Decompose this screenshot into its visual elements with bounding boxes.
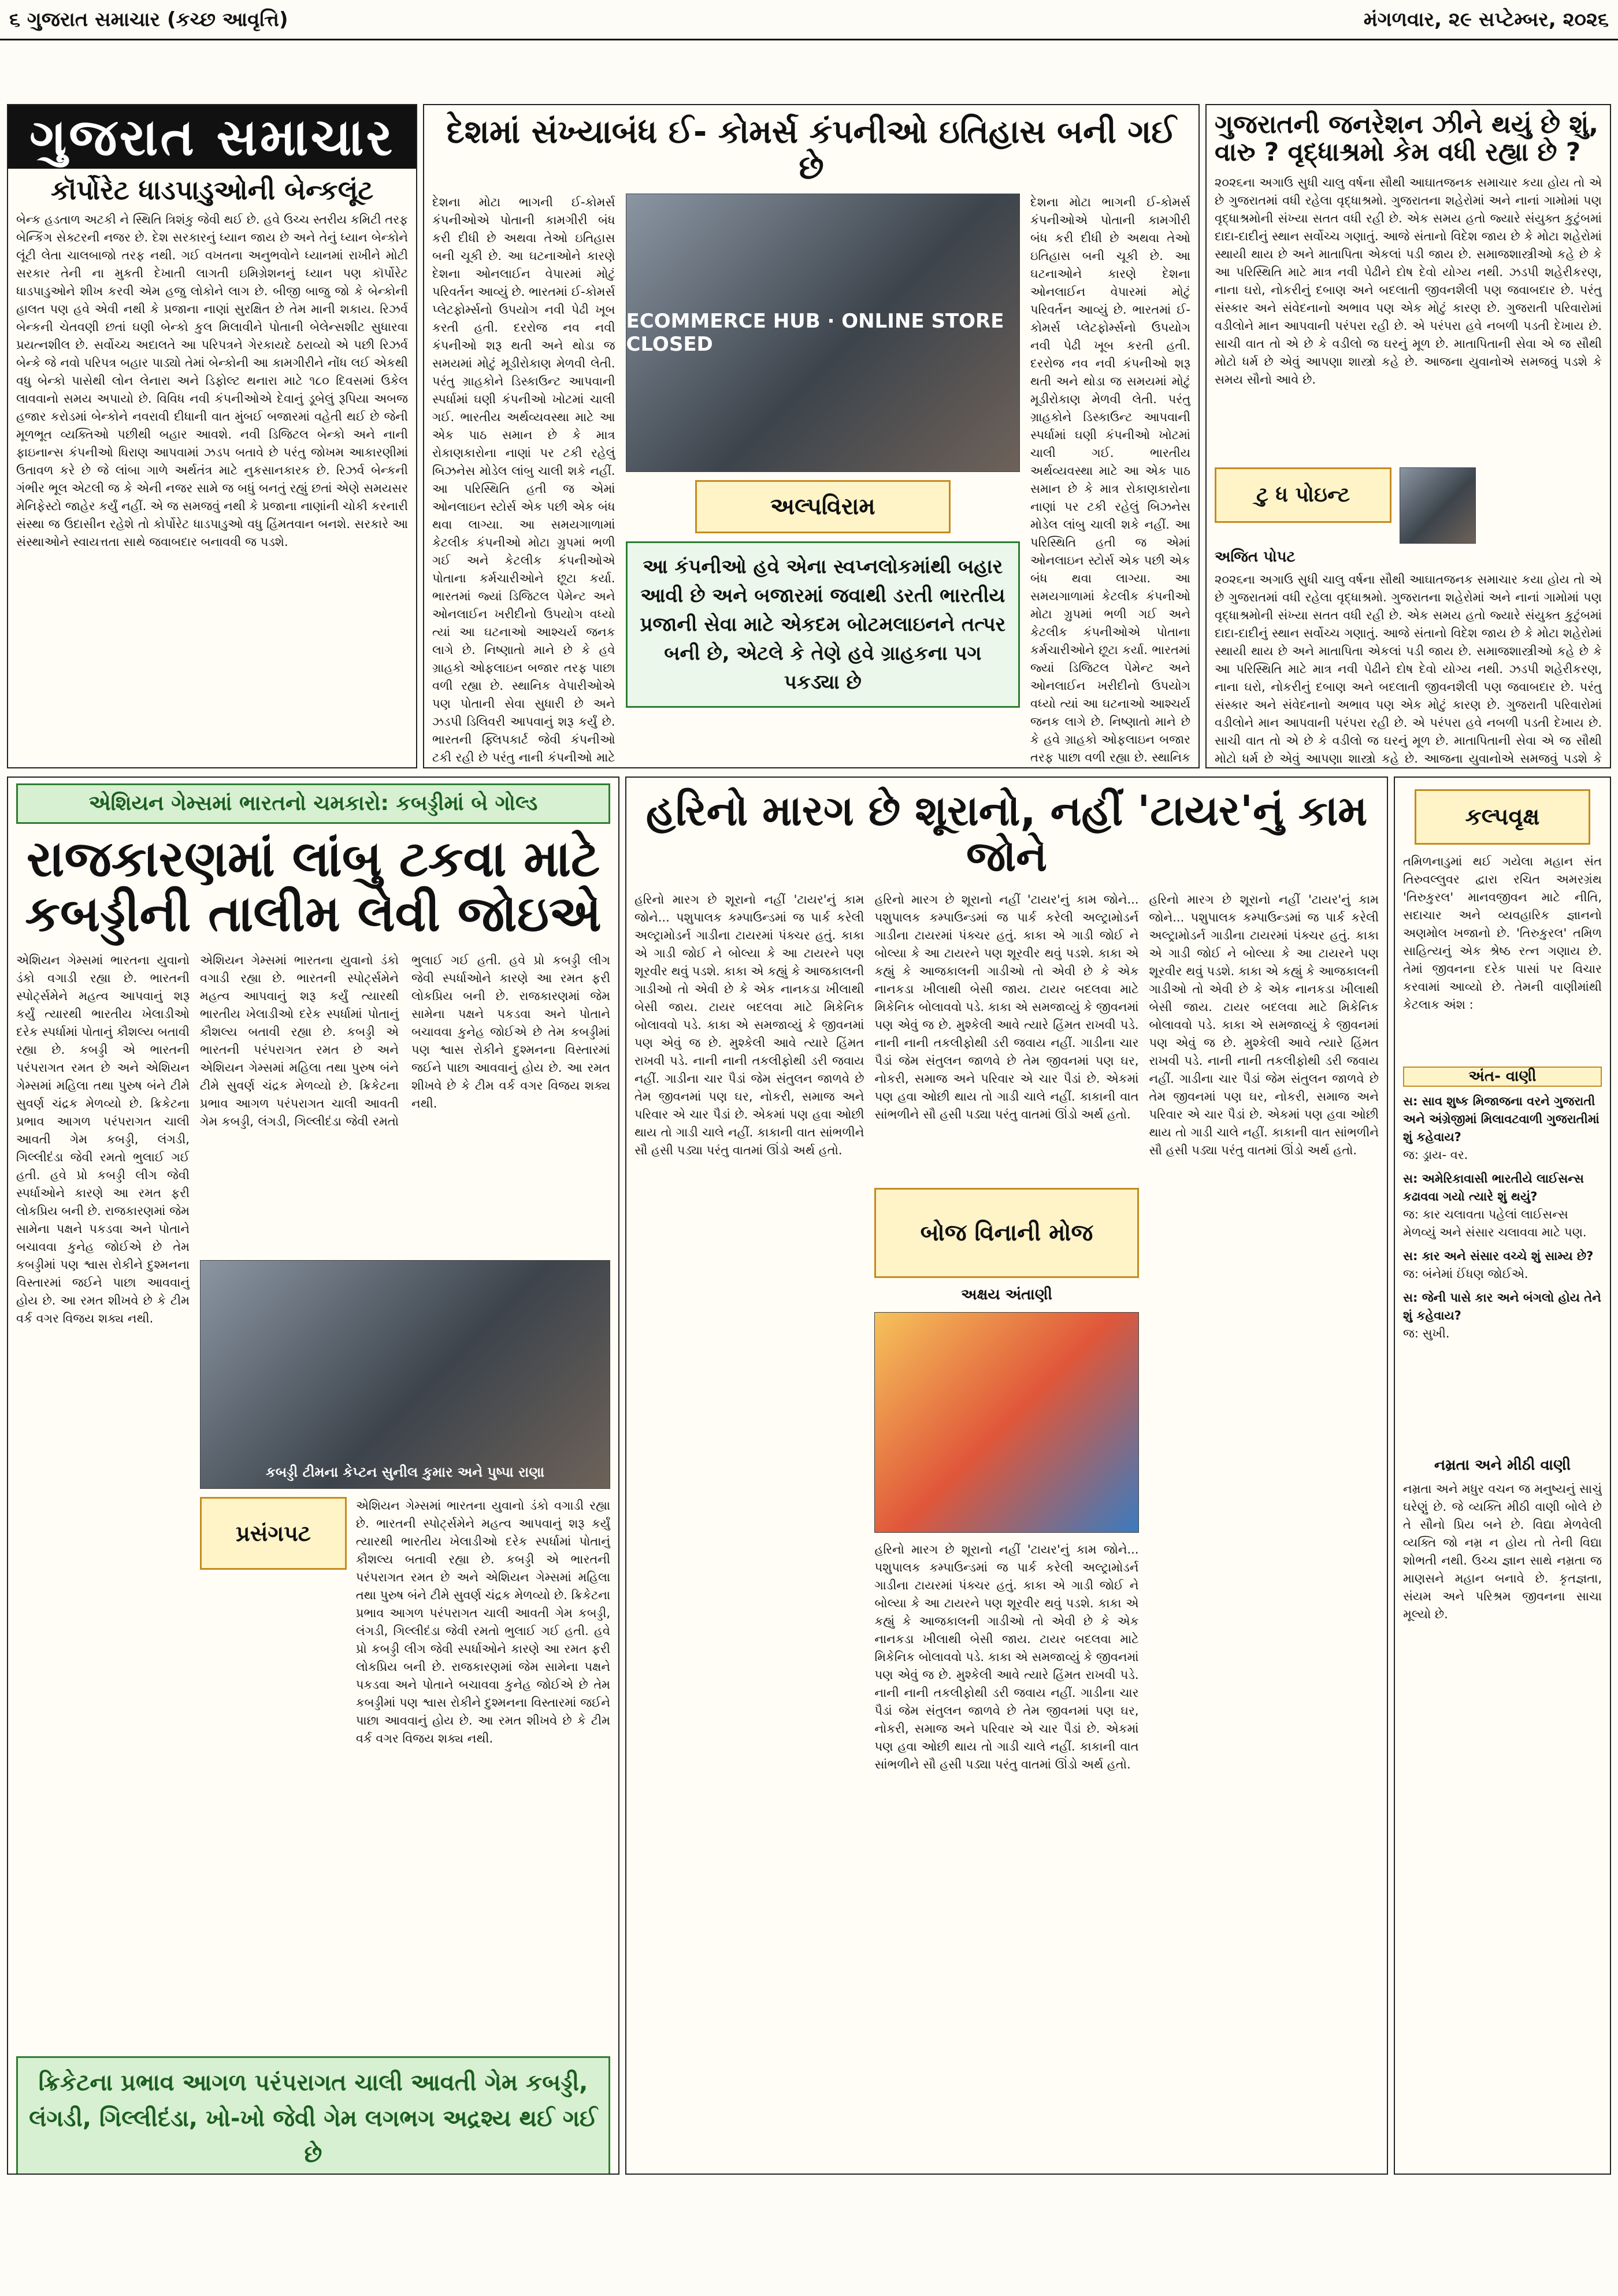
article-kalpvruksh-quote-title: નમ્રતા અને મીઠી વાણી [1434, 1457, 1571, 1474]
article-kabaddi [7, 777, 619, 2175]
article-kabaddi-strip: ક્રિકેટના પ્રભાવ આગળ પરંપરાગત ચાલી આવતી ગેમ કબડ્ડી, લંગડી, ગિલ્લીદંડા, ખો-ખો જેવી ગેમ લગભગ અદ્રશ્ય થઈ ગઈ છે [16, 2056, 610, 2175]
column-label-to-the-point: ટુ ધ પોઇન્ટ [1215, 467, 1391, 523]
article-ecommerce [423, 104, 1200, 768]
article-tyre-body-col2-top: હરિનો મારગ છે શૂરાનો નહીં 'ટાયર'નું કામ જોને... પશુપાલક કમ્પાઉન્ડમાં જ પાર્ક કરેલી અલ્ટ્રામોડર્ન ગાડીના ટાયરમાં પંક્ચર હતું. કાકા એ ગાડી જોઈ ને બોલ્યા કે આ ટાયરને પણ શૂરવીર થવું પડશે. કાકા એ કહ્યું કે આજકાલની ગાડીઓ તો એવી છે કે એક નાનકડા ખીલાથી બેસી જાય. ટાયર બદલવા માટે મિકેનિક બોલાવવો પડે. કાકા એ સમજાવ્યું કે જીવનમાં પણ એવું જ છે. મુશ્કેલી આવે ત્યારે હિંમત રાખવી પડે. નાની નાની તકલીફોથી ડરી જવાય નહીં. ગાડીના ચાર પૈડાં જેમ સંતુલન જાળવે છે તેમ જીવનમાં પણ ઘર, નોકરી, સમાજ અને પરિવાર એ ચાર પૈડાં છે. એકમાં પણ હવા ઓછી થાય તો ગાડી ચાલે નહીં. કાકાની વાત સાંભળીને સૌ હસી પડ્યા પરંતુ વાતમાં ઊંડો અર્થ હતો. [874, 893, 1139, 1122]
article-tyre-body-col2-bottom: હરિનો મારગ છે શૂરાનો નહીં 'ટાયર'નું કામ જોને... પશુપાલક કમ્પાઉન્ડમાં જ પાર્ક કરેલી અલ્ટ્રામોડર્ન ગાડીના ટાયરમાં પંક્ચર હતું. કાકા એ ગાડી જોઈ ને બોલ્યા કે આ ટાયરને પણ શૂરવીર થવું પડશે. કાકા એ કહ્યું કે આજકાલની ગાડીઓ તો એવી છે કે એક નાનકડા ખીલાથી બેસી જાય. ટાયર બદલવા માટે મિકેનિક બોલાવવો પડે. કાકા એ સમજાવ્યું કે જીવનમાં પણ એવું જ છે. મુશ્કેલી આવે ત્યારે હિંમત રાખવી પડે. નાની નાની તકલીફોથી ડરી જવાય નહીં. ગાડીના ચાર પૈડાં જેમ સંતુલન જાળવે છે તેમ જીવનમાં પણ ઘર, નોકરી, સમાજ અને પરિવાર એ ચાર પૈડાં છે. એકમાં પણ હવા ઓછી થાય તો ગાડી ચાલે નહીં. કાકાની વાત સાંભળીને સૌ હસી પડ્યા પરંતુ વાતમાં ઊંડો અર્થ હતો. [874, 1543, 1139, 1772]
qa-question: સ: જેની પાસે કાર અને બંગલો હોય તેને શું કહેવાય? [1403, 1291, 1601, 1322]
flat-tire-illustration [874, 1312, 1138, 1533]
article-tyre-body-col1: હરિનો મારગ છે શૂરાનો નહીં 'ટાયર'નું કામ જોને... પશુપાલક કમ્પાઉન્ડમાં જ પાર્ક કરેલી અલ્ટ્રામોડર્ન ગાડીના ટાયરમાં પંક્ચર હતું. કાકા એ ગાડી જોઈ ને બોલ્યા કે આ ટાયરને પણ શૂરવીર થવું પડશે. કાકા એ કહ્યું કે આજકાલની ગાડીઓ તો એવી છે કે એક નાનકડા ખીલાથી બેસી જાય. ટાયર બદલવા માટે મિકેનિક બોલાવવો પડે. કાકા એ સમજાવ્યું કે જીવનમાં પણ એવું જ છે. મુશ્કેલી આવે ત્યારે હિંમત રાખવી પડે. નાની નાની તકલીફોથી ડરી જવાય નહીં. ગાડીના ચાર પૈડાં જેમ સંતુલન જાળવે છે તેમ જીવનમાં પણ ઘર, નોકરી, સમાજ અને પરિવાર એ ચાર પૈડાં છે. એકમાં પણ હવા ઓછી થાય તો ગાડી ચાલે નહીં. કાકાની વાત સાંભળીને સૌ હસી પડ્યા પરંતુ વાતમાં ઊંડો અર્થ હતો. [634, 893, 864, 1158]
article-tyre [625, 777, 1388, 2175]
article-kabaddi-title: રાજકારણમાં લાંબુ ટકવા માટે કબડ્ડીની તાલીમ લેવી જોઇએ [25, 830, 602, 943]
article-tyre-body-col3: હરિનો મારગ છે શૂરાનો નહીં 'ટાયર'નું કામ જોને... પશુપાલક કમ્પાઉન્ડમાં જ પાર્ક કરેલી અલ્ટ્રામોડર્ન ગાડીના ટાયરમાં પંક્ચર હતું. કાકા એ ગાડી જોઈ ને બોલ્યા કે આ ટાયરને પણ શૂરવીર થવું પડશે. કાકા એ કહ્યું કે આજકાલની ગાડીઓ તો એવી છે કે એક નાનકડા ખીલાથી બેસી જાય. ટાયર બદલવા માટે મિકેનિક બોલાવવો પડે. કાકા એ સમજાવ્યું કે જીવનમાં પણ એવું જ છે. મુશ્કેલી આવે ત્યારે હિંમત રાખવી પડે. નાની નાની તકલીફોથી ડરી જવાય નહીં. ગાડીના ચાર પૈડાં જેમ સંતુલન જાળવે છે તેમ જીવનમાં પણ ઘર, નોકરી, સમાજ અને પરિવાર એ ચાર પૈડાં છે. એકમાં પણ હવા ઓછી થાય તો ગાડી ચાલે નહીં. કાકાની વાત સાંભળીને સૌ હસી પડ્યા પરંતુ વાતમાં ઊંડો અર્થ હતો. [1149, 893, 1379, 1158]
article-gen-z [1205, 104, 1611, 768]
column-label-alpviram: અલ્પવિરામ [695, 480, 951, 533]
page-header-date: મંગળવાર, ૨૯ સપ્ટેમ્બર, ૨૦૨૬ [1363, 8, 1609, 31]
author-portrait [1400, 467, 1476, 544]
article-kabaddi-body-top: એશિયન ગેમ્સમાં ભારતના યુવાનો ડંકો વગાડી રહ્યા છે. ભારતની સ્પોર્ટ્સમેને મહત્વ આપવાનું શરૂ કર્યું ત્યારથી ભારતીય ખેલાડીઓ દરેક સ્પર્ધામાં પોતાનું કૌશલ્ય બતાવી રહ્યા છે. કબડ્ડી એ ભારતની પરંપરાગત રમત છે અને એશિયન ગેમ્સમાં મહિલા તથા પુરુષ બંને ટીમે સુવર્ણ ચંદ્રક મેળવ્યો છે. ક્રિકેટના પ્રભાવ આગળ પરંપરાગત ચાલી આવતી ગેમ કબડ્ડી, લંગડી, ગિલ્લીદંડા જેવી રમતો ભુલાઈ ગઈ હતી. હવે પ્રો કબડ્ડી લીગ જેવી સ્પર્ધાઓને કારણે આ રમત ફરી લોકપ્રિય બની છે. રાજકારણમાં જેમ સામેના પક્ષને પકડવા અને પોતાને બચાવવા કુનેહ જોઈએ છે તેમ કબડ્ડીમાં પણ શ્વાસ રોકીને દુશ્મનના વિસ્તારમાં જઈને પાછા આવવાનું હોય છે. આ રમત શીખવે છે કે ટીમ વર્ક વગર વિજય શક્ય નથી. [200, 953, 610, 1129]
article-ecommerce-body-col1: દેશના મોટા ભાગની ઈ-કોમર્સ કંપનીઓએ પોતાની કામગીરી બંધ કરી દીધી છે અથવા તેઓ ઇતિહાસ બની ચૂકી છે. આ ઘટનાઓને કારણે દેશના ઓનલાઈન વેપારમાં મોટું પરિવર્તન આવ્યું છે. ભારતમાં ઈ-કોમર્સ પ્લેટફોર્મ્સનો ઉપયોગ નવી પેઢી ખૂબ કરતી હતી. દરરોજ નવ નવી કંપનીઓ શરૂ થતી અને થોડા જ સમયમાં મોટું મૂડીરોકાણ મેળવી લેતી. પરંતુ ગ્રાહકોને ડિસ્કાઉન્ટ આપવાની સ્પર્ધામાં ઘણી કંપનીઓ ખોટમાં ચાલી ગઈ. ભારતીય અર્થવ્યવસ્થા માટે આ એક પાઠ સમાન છે કે માત્ર રોકાણકારોના નાણાં પર ટકી રહેલું બિઝનેસ મોડેલ લાંબુ ચાલી શકે નહીં. આ પરિસ્થિતિ હતી જ એમાં ઓનલાઇન સ્ટોર્સ એક પછી એક બંધ થવા લાગ્યા. આ સમયગાળામાં કેટલીક કંપનીઓ મોટા ગ્રુપમાં ભળી ગઈ અને કેટલીક કંપનીઓએ પોતાના કર્મચારીઓને છૂટા કર્યા. ભારતમાં જ્યાં ડિજિટલ પેમેન્ટ અને ઓનલાઈન ખરીદીનો ઉપયોગ વધ્યો ત્યાં આ ઘટનાઓ આશ્ચર્ય જનક લાગે છે. નિષ્ણાતો માને છે કે હવે ગ્રાહકો ઓફલાઇન બજાર તરફ પાછા વળી રહ્યા છે. સ્થાનિક વેપારીઓએ પણ પોતાની સેવા સુધારી છે અને ઝડપી ડિલિવરી આપવાનું શરૂ કર્યું છે. ભારતની ફ્લિપકાર્ટ જેવી કંપનીઓ ટકી રહી છે પરંતુ નાની કંપનીઓ માટે [432, 195, 615, 765]
article-kabaddi-kicker: એશિયન ગેમ્સમાં ભારતનો ચમકારો: કબડ્ડીમાં બે ગોલ્ડ [16, 783, 610, 824]
page-header-left: ૬ ગુજરાત સમાચાર (કચ્છ આવૃત્તિ) [9, 8, 288, 31]
article-ecommerce-title: દેશમાં સંખ્યાબંધ ઈ- કોમર્સ કંપનીઓ ઇતિહાસ બની ગઈ છે [446, 113, 1177, 187]
ecommerce-photo-caption: ECOMMERCE HUB · ONLINE STORE CLOSED [626, 310, 1004, 356]
column-label-boj-vinani-moj: બોજ વિનાની મોજ [874, 1188, 1138, 1278]
kabaddi-photo-caption: કબડ્ડી ટીમના કેપ્ટન સુનીલ કુમાર અને પુષ્પા રાણા [265, 1464, 545, 1481]
qa-answer: જ: ડ્રાય- વર. [1403, 1148, 1468, 1162]
article-kalpvruksh-quote-body: નમ્રતા અને મધુર વચન જ મનુષ્યનું સાચું ઘરેણું છે. જે વ્યક્તિ મીઠી વાણી બોલે છે તે સૌનો પ્રિય બને છે. વિદ્યા મેળવેલી વ્યક્તિ જો નમ્ર ન હોય તો તેની વિદ્યા શોભતી નથી. ઉચ્ચ જ્ઞાન સાથે નમ્રતા જ માણસને મહાન બનાવે છે. કૃતજ્ઞતા, સંયમ અને પરિશ્રમ જીવનના સાચા મૂલ્યો છે. [1403, 1482, 1602, 1621]
article-kalpvruksh-section: અંત- વાણી [1403, 1067, 1602, 1087]
qa-question: સ: કાર અને સંસાર વચ્ચે શું સામ્ય છે? [1403, 1249, 1594, 1263]
qa-question: સ: અમેરિકાવાસી ભારતીયે લાઈસન્સ કઢાવવા ગયો ત્યારે શું થયું? [1403, 1172, 1584, 1203]
article-gen-z-title: ગુજરાતની જનરેશન ઝીને થયું છે શું, વારુ ? વૃદ્ધાશ્રમો કેમ વધી રહ્યા છે ? [1215, 110, 1599, 168]
article-tyre-author: અક્ષય અંતાણી [961, 1286, 1052, 1304]
qa-answer: જ: બંનેમાં ઈંધણ જોઈએ. [1403, 1267, 1528, 1281]
qa-answer: જ: કાર ચલાવતા પહેલાં લાઈસન્સ મેળવ્યું અને સંસાર ચલાવવા માટે પણ. [1403, 1208, 1587, 1239]
article-kalpvruksh [1394, 777, 1611, 2175]
article-kabaddi-body-bottom: એશિયન ગેમ્સમાં ભારતના યુવાનો ડંકો વગાડી રહ્યા છે. ભારતની સ્પોર્ટ્સમેને મહત્વ આપવાનું શરૂ કર્યું ત્યારથી ભારતીય ખેલાડીઓ દરેક સ્પર્ધામાં પોતાનું કૌશલ્ય બતાવી રહ્યા છે. કબડ્ડી એ ભારતની પરંપરાગત રમત છે અને એશિયન ગેમ્સમાં મહિલા તથા પુરુષ બંને ટીમે સુવર્ણ ચંદ્રક મેળવ્યો છે. ક્રિકેટના પ્રભાવ આગળ પરંપરાગત ચાલી આવતી ગેમ કબડ્ડી, લંગડી, ગિલ્લીદંડા જેવી રમતો ભુલાઈ ગઈ હતી. હવે પ્રો કબડ્ડી લીગ જેવી સ્પર્ધાઓને કારણે આ રમત ફરી લોકપ્રિય બની છે. રાજકારણમાં જેમ સામેના પક્ષને પકડવા અને પોતાને બચાવવા કુનેહ જોઈએ છે તેમ કબડ્ડીમાં પણ શ્વાસ રોકીને દુશ્મનના વિસ્તારમાં જઈને પાછા આવવાનું હોય છે. આ રમત શીખવે છે કે ટીમ વર્ક વગર વિજય શક્ય નથી. [355, 1499, 610, 1746]
article-bank-loot [7, 104, 417, 768]
article-kabaddi-body-col1: એશિયન ગેમ્સમાં ભારતના યુવાનો ડંકો વગાડી રહ્યા છે. ભારતની સ્પોર્ટ્સમેને મહત્વ આપવાનું શરૂ કર્યું ત્યારથી ભારતીય ખેલાડીઓ દરેક સ્પર્ધામાં પોતાનું કૌશલ્ય બતાવી રહ્યા છે. કબડ્ડી એ ભારતની પરંપરાગત રમત છે અને એશિયન ગેમ્સમાં મહિલા તથા પુરુષ બંને ટીમે સુવર્ણ ચંદ્રક મેળવ્યો છે. ક્રિકેટના પ્રભાવ આગળ પરંપરાગત ચાલી આવતી ગેમ કબડ્ડી, લંગડી, ગિલ્લીદંડા જેવી રમતો ભુલાઈ ગઈ હતી. હવે પ્રો કબડ્ડી લીગ જેવી સ્પર્ધાઓને કારણે આ રમત ફરી લોકપ્રિય બની છે. રાજકારણમાં જેમ સામેના પક્ષને પકડવા અને પોતાને બચાવવા કુનેહ જોઈએ છે તેમ કબડ્ડીમાં પણ શ્વાસ રોકીને દુશ્મનના વિસ્તારમાં જઈને પાછા આવવાનું હોય છે. આ રમત શીખવે છે કે ટીમ વર્ક વગર વિજય શક્ય નથી. [16, 953, 190, 1326]
article-kalpvruksh-intro: તમિળનાડુમાં થઈ ગયેલા મહાન સંત તિરુવલ્લુવર દ્વારા રચિત અમરગ્રંથ 'તિરુકુરલ' માનવજીવન માટે નીતિ, સદાચાર અને વ્યવહારિક જ્ઞાનનો અણમોલ ખજાનો છે. 'તિરુકુરલ' તમિળ સાહિત્યનું એક શ્રેષ્ઠ રત્ન ગણાય છે. તેમાં જીવનના દરેક પાસાં પર વિચાર કરવામાં આવ્યો છે. તેમની વાણીમાંથી કેટલાક અંશ : [1403, 855, 1602, 1012]
article-kalpvruksh-qa [1403, 1093, 1602, 1451]
article-bank-loot-title: કૉર્પોરેટ ધાડપાડુઓની બેન્કલૂંટ [50, 174, 374, 206]
masthead: ગુજરાત સમાચાર [8, 105, 416, 169]
column-label-prasangpat: પ્રસંગપટ [200, 1497, 347, 1570]
article-tyre-title: હરિનો મારગ છે શૂરાનો, નહીં 'ટાયર'નું કામ જોને [645, 786, 1368, 881]
page-header [0, 0, 1618, 40]
article-gen-z-body-bottom: ૨૦૨૬ના અગાઉ સુધી ચાલુ વર્ષના સૌથી આઘાતજનક સમાચાર કયા હોય તો એ છે ગુજરાતમાં વધી રહેલા વૃદ્ધાશ્રમો. ગુજરાતના શહેરોમાં અને નાનાં ગામોમાં પણ વૃદ્ધાશ્રમોની સંખ્યા સતત વધી રહી છે. એક સમય હતો જ્યારે સંયુક્ત કુટુંબમાં દાદા-દાદીનું સ્થાન સર્વોચ્ચ ગણાતું. આજે સંતાનો વિદેશ જાય છે કે મોટા શહેરોમાં સ્થાયી થાય છે અને માતાપિતા એકલાં પડી જાય છે. સમાજશાસ્ત્રીઓ કહે છે કે આ પરિસ્થિતિ માટે માત્ર નવી પેઢીને દોષ દેવો યોગ્ય નથી. ઝડપી શહેરીકરણ, નાના ઘરો, નોકરીનું દબાણ અને બદલાતી જીવનશૈલી પણ જવાબદાર છે. પરંતુ સંસ્કાર અને સંવેદનાનો અભાવ પણ એક મોટું કારણ છે. ગુજરાતી પરિવારોમાં વડીલોને માન આપવાની પરંપરા રહી છે. એ પરંપરા હવે નબળી પડતી દેખાય છે. સાચી વાત તો એ છે કે વડીલો જ ઘરનું મૂળ છે. માતાપિતાની સેવા એ જ સૌથી મોટો ધર્મ છે એવું આપણા શાસ્ત્રો કહે છે. આજના યુવાનોએ સમજવું પડશે કે [1215, 572, 1602, 766]
article-bank-loot-body: બેન્ક હડતાળ અટકી ને સ્થિતિ ત્રિશંકુ જેવી થઈ છે. હવે ઉચ્ચ સ્તરીય કમિટી તરફ બેન્કિંગ સેક્ટરની નજર છે. દેશ સરકારનું ધ્યાન જાય છે અને તેનું ધ્યાન બેન્કોને લૂંટી લેતા ચાલબાજો તરફ નથી. ગઈ વખતના અનુભવોને ધ્યાનમાં રાખીને મોટી સરકાર તેની ના મુકતી દેખાતી લાગતી ઇમિગ્રેશનનું ધ્યાન પણ કૉર્પોરેટ ધાડપાડુઓને શીખ કરવી એમ હજુ લોકોને લાગ છે. બીજી બાજુ જો કે બેન્કોની હાલત પણ હવે એવી નથી કે પ્રજાના નાણાં સુરક્ષિત છે તેમ માની શકાય. રિઝર્વ બેન્કની ચેતવણી છતાં ઘણી બેન્કો કુલ મિલાવીને પોતાની બેલેન્સશીટ સુધારવા પ્રયત્નશીલ છે. સર્વોચ્ચ અદાલતે આ પરિપત્રને ગેરકાયદે ઠરાવ્યો એ પછી રિઝર્વ બેન્કે જે નવો પરિપત્ર બહાર પાડ્યો તેમાં બેન્કોની આ કામગીરીને નોંધ લઈ એકથી વધુ બેન્કો પાસેથી લોન લેનારા અને ડિફોલ્ટ થનારા માટે ૧૮૦ દિવસમાં ઉકેલ લાવવાનો સમય અપાયો છે. વિવિધ નવી કંપનીઓએ દેવાનું ડૂબેલું રૂપિયા અબજ હજાર કરોડમાં બેન્કોને નવરાવી દીધાની વાત મુંબઈ બજારમાં વહેતી થઈ છે જેની મૂળભૂત વ્યક્તિઓ પછીથી બહાર આવશે. નવી ડિજિટલ બેન્કો અને નાની ફાઇનાન્સ કંપનીઓ ધિરાણ આપવામાં ઝડપ બતાવે છે પરંતુ જોખમ આકારણીમાં ઉતાવળ કરે છે જે લાંબા ગાળે અર્થતંત્ર માટે નુકસાનકારક છે. રિઝર્વ બેન્કની ગંભીર ભૂલ એટલી જ કે એની નજર સામે જ બધું બનતું રહ્યું છતાં એણે સમયસર મેનિફેસ્ટો જાહેર કર્યું નહીં. એ જ સમજવું નથી કે પ્રજાના નાણાંની ચોકી કરનારી સંસ્થા જ ઉદાસીન રહેશે તો કોર્પોરેટ ધાડપાડુઓ વધુ હિંમતવાન બનશે. સરકારે આ સંસ્થાઓને સ્વાયત્તતા સાથે જવાબદાર બનાવવી જ પડશે. [16, 212, 408, 549]
qa-question: સ: સાવ શુષ્ક મિજાજના વરને ગુજરાતી અને અંગ્રેજીમાં મિલાવટવાળી ગુજરાતીમાં શું કહેવાય? [1403, 1094, 1600, 1144]
article-gen-z-body-top: ૨૦૨૬ના અગાઉ સુધી ચાલુ વર્ષના સૌથી આઘાતજનક સમાચાર કયા હોય તો એ છે ગુજરાતમાં વધી રહેલા વૃદ્ધાશ્રમો. ગુજરાતના શહેરોમાં અને નાનાં ગામોમાં પણ વૃદ્ધાશ્રમોની સંખ્યા સતત વધી રહી છે. એક સમય હતો જ્યારે સંયુક્ત કુટુંબમાં દાદા-દાદીનું સ્થાન સર્વોચ્ચ ગણાતું. આજે સંતાનો વિદેશ જાય છે કે મોટા શહેરોમાં સ્થાયી થાય છે અને માતાપિતા એકલાં પડી જાય છે. સમાજશાસ્ત્રીઓ કહે છે કે આ પરિસ્થિતિ માટે માત્ર નવી પેઢીને દોષ દેવો યોગ્ય નથી. ઝડપી શહેરીકરણ, નાના ઘરો, નોકરીનું દબાણ અને બદલાતી જીવનશૈલી પણ જવાબદાર છે. પરંતુ સંસ્કાર અને સંવેદનાનો અભાવ પણ એક મોટું કારણ છે. ગુજરાતી પરિવારોમાં વડીલોને માન આપવાની પરંપરા રહી છે. એ પરંપરા હવે નબળી પડતી દેખાય છે. સાચી વાત તો એ છે કે વડીલો જ ઘરનું મૂળ છે. માતાપિતાની સેવા એ જ સૌથી મોટો ધર્મ છે એવું આપણા શાસ્ત્રો કહે છે. આજના યુવાનોએ સમજવું પડશે કે સમય સૌનો આવે છે. [1215, 175, 1602, 387]
kabaddi-captains-photo [200, 1260, 610, 1489]
article-ecommerce-callout: આ કંપનીઓ હવે એના સ્વપ્નલોકમાંથી બહાર આવી છે અને બજારમાં જવાથી ડરતી ભારતીય પ્રજાની સેવા માટે એકદમ બોટમલાઇનને તત્પર બની છે, એટલે કે તેણે હવે ગ્રાહકના પગ પકડ્યા છે [626, 541, 1020, 708]
ecommerce-closed-photo [626, 194, 1020, 472]
qa-answer: જ: સુખી. [1403, 1327, 1450, 1340]
article-ecommerce-body-col3: દેશના મોટા ભાગની ઈ-કોમર્સ કંપનીઓએ પોતાની કામગીરી બંધ કરી દીધી છે અથવા તેઓ ઇતિહાસ બની ચૂકી છે. આ ઘટનાઓને કારણે દેશના ઓનલાઈન વેપારમાં મોટું પરિવર્તન આવ્યું છે. ભારતમાં ઈ-કોમર્સ પ્લેટફોર્મ્સનો ઉપયોગ નવી પેઢી ખૂબ કરતી હતી. દરરોજ નવ નવી કંપનીઓ શરૂ થતી અને થોડા જ સમયમાં મોટું મૂડીરોકાણ મેળવી લેતી. પરંતુ ગ્રાહકોને ડિસ્કાઉન્ટ આપવાની સ્પર્ધામાં ઘણી કંપનીઓ ખોટમાં ચાલી ગઈ. ભારતીય અર્થવ્યવસ્થા માટે આ એક પાઠ સમાન છે કે માત્ર રોકાણકારોના નાણાં પર ટકી રહેલું બિઝનેસ મોડેલ લાંબુ ચાલી શકે નહીં. આ પરિસ્થિતિ હતી જ એમાં ઓનલાઇન સ્ટોર્સ એક પછી એક બંધ થવા લાગ્યા. આ સમયગાળામાં કેટલીક કંપનીઓ મોટા ગ્રુપમાં ભળી ગઈ અને કેટલીક કંપનીઓએ પોતાના કર્મચારીઓને છૂટા કર્યા. ભારતમાં જ્યાં ડિજિટલ પેમેન્ટ અને ઓનલાઈન ખરીદીનો ઉપયોગ વધ્યો ત્યાં આ ઘટનાઓ આશ્ચર્ય જનક લાગે છે. નિષ્ણાતો માને છે કે હવે ગ્રાહકો ઓફલાઇન બજાર તરફ પાછા વળી રહ્યા છે. સ્થાનિક [1030, 195, 1191, 765]
column-label-kalpvruksh: કલ્પવૃક્ષ [1415, 789, 1590, 845]
article-gen-z-author: અજિત પોપટ [1215, 548, 1296, 566]
